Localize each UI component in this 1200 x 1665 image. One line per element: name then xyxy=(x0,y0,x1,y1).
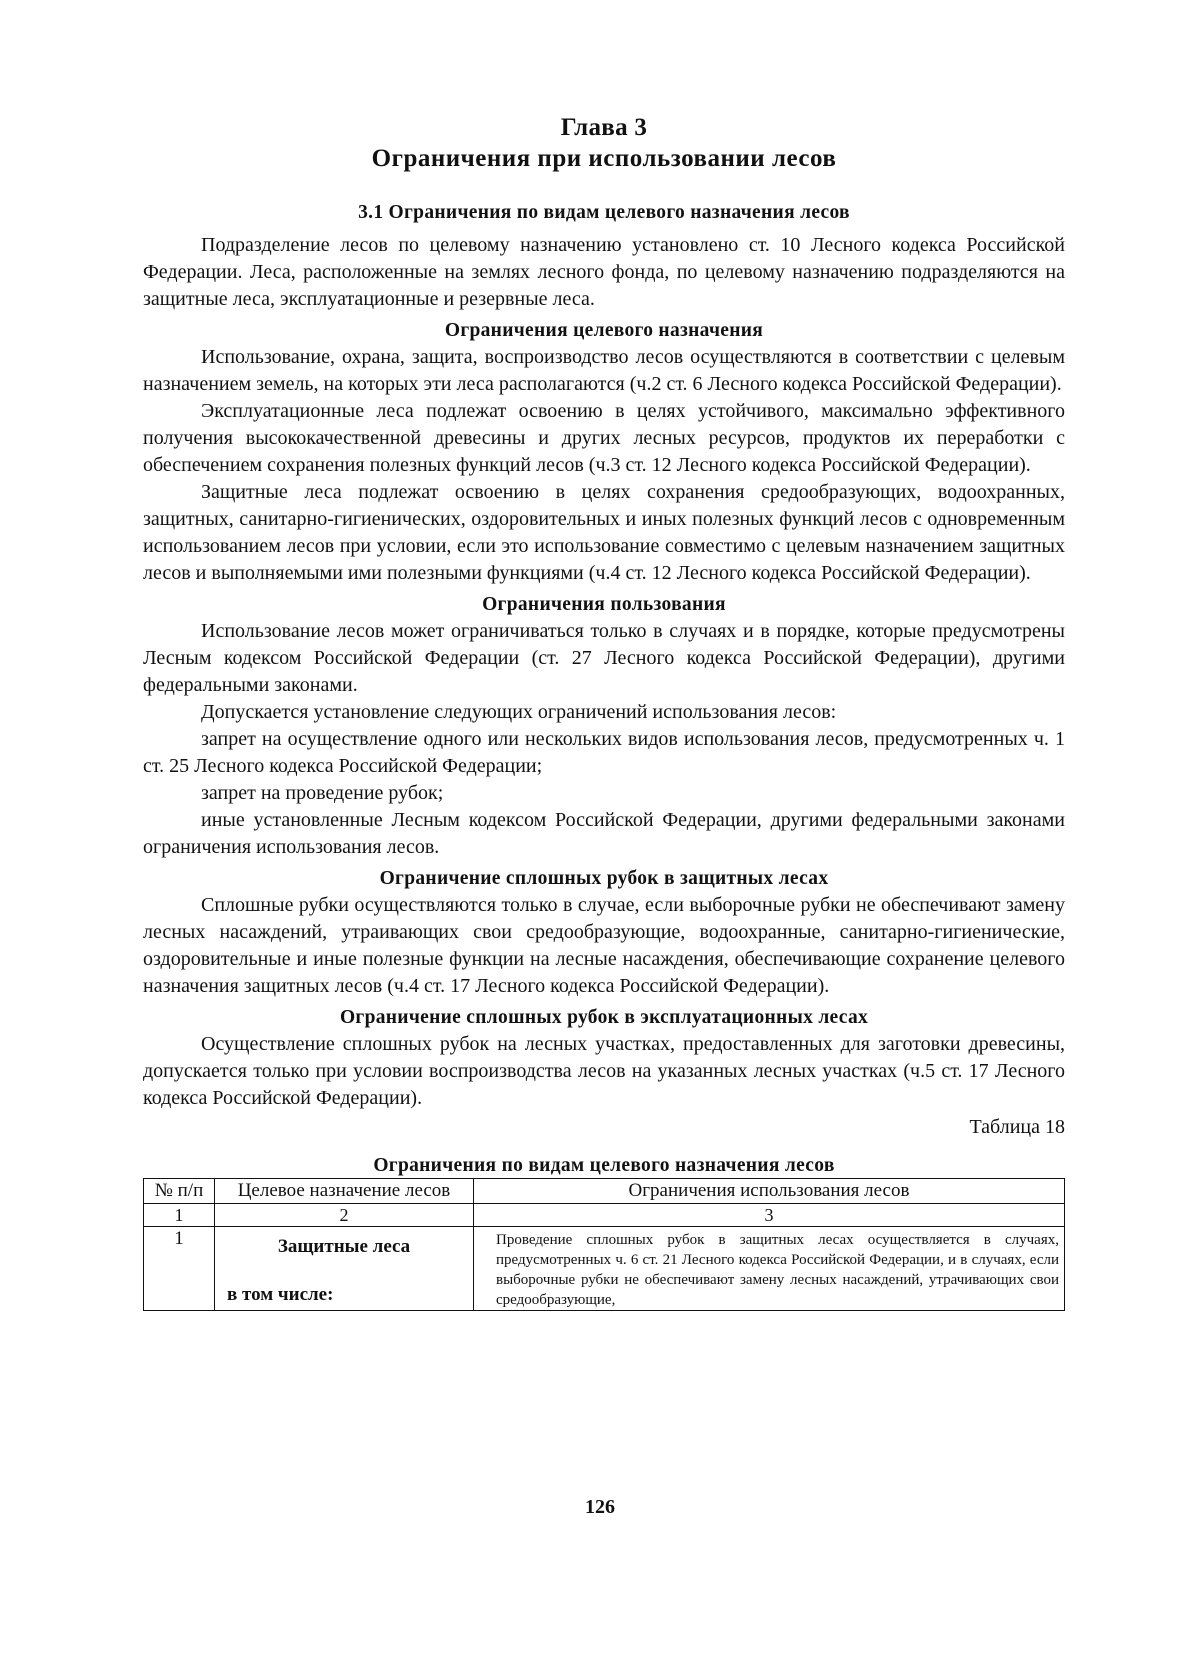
row-restrictions: Проведение сплошных рубок в защитных лесах осуществляется в случаях, предусмотренных ч. 6 ст. 21 Лесного кодекса Российской Федерации, и в случаях, если выборочные рубки не обеспечивают замену лесных насаждений, утрачивающих свои средообразующие, xyxy=(474,1227,1065,1311)
row-name-sub: в том числе: xyxy=(227,1284,334,1305)
paragraph: Использование, охрана, защита, воспроизводство лесов осуществляются в соответствии с целевым назначением земель, на которых эти леса располагаются (ч.2 ст. 6 Лесного кодекса Российской Федерации). xyxy=(143,346,1065,395)
table-row xyxy=(144,1227,1065,1311)
page-content xyxy=(143,112,1065,1311)
table-header-row xyxy=(144,1179,1065,1204)
list-item: иные установленные Лесным кодексом Российской Федерации, другими федеральными законами ограничения использования лесов. xyxy=(143,809,1065,858)
page-number: 126 xyxy=(585,1496,615,1518)
list-item: запрет на осуществление одного или нескольких видов использования лесов, предусмотренных ч. 1 ст. 25 Лесного кодекса Российской Федерации; xyxy=(143,728,1065,777)
paragraph: Сплошные рубки осуществляются только в случае, если выборочные рубки не обеспечивают замену лесных насаждений, утраивающих свои средообразующие, водоохранные, санитарно-гигиенические, оздоровительные и иные полезные функции на лесные насаждения, обеспечивающие сохранение целевого назначения защитных лесов (ч.4 ст. 17 Лесного кодекса Российской Федерации). xyxy=(143,894,1065,997)
row-number: 1 xyxy=(144,1227,215,1311)
header-restrictions: Ограничения использования лесов xyxy=(474,1179,1065,1204)
paragraph: Использование лесов может ограничиваться только в случаях и в порядке, которые предусмотрены Лесным кодексом Российской Федерации (ст. 27 Лесного кодекса Российской Федерации), другими федеральными законами. xyxy=(143,620,1065,696)
list-item: запрет на проведение рубок; xyxy=(201,782,444,804)
header-name: Целевое назначение лесов xyxy=(215,1179,474,1204)
table-index-row xyxy=(144,1204,1065,1227)
section-title: 3.1 Ограничения по видам целевого назначения лесов xyxy=(358,202,850,223)
chapter-subtitle: Ограничения при использовании лесов xyxy=(371,145,837,172)
row-name-cell xyxy=(215,1227,474,1311)
index-cell: 3 xyxy=(474,1204,1065,1227)
row-name: Защитные леса xyxy=(277,1236,411,1257)
heading-usage-restrictions: Ограничения пользования xyxy=(482,594,726,615)
index-cell: 2 xyxy=(215,1204,474,1227)
chapter-title: Глава 3 xyxy=(560,114,648,141)
restrictions-table xyxy=(143,1178,1065,1311)
header-num: № п/п xyxy=(144,1179,215,1204)
heading-clearcut-protective: Ограничение сплошных рубок в защитных лесах xyxy=(379,868,829,889)
paragraph: Эксплуатационные леса подлежат освоению в целях устойчивого, максимально эффективного получения высококачественной древесины и других лесных ресурсов, продуктов их переработки с обеспечением сохранения полезных функций лесов (ч.3 ст. 12 Лесного кодекса Российской Федерации). xyxy=(143,400,1065,476)
table-title: Ограничения по видам целевого назначения лесов xyxy=(373,1155,835,1176)
heading-clearcut-exploitation: Ограничение сплошных рубок в эксплуатационных лесах xyxy=(339,1007,869,1028)
paragraph: Осуществление сплошных рубок на лесных участках, предоставленных для заготовки древесины, допускается только при условии воспроизводства лесов на указанных лесных участках (ч.5 ст. 17 Лесного кодекса Российской Федерации). xyxy=(143,1033,1065,1109)
section-intro: Подразделение лесов по целевому назначению установлено ст. 10 Лесного кодекса Российской Федерации. Леса, расположенные на землях лесного фонда, по целевому назначению подразделяются на защитные леса, эксплуатационные и резервные леса. xyxy=(143,234,1065,310)
heading-target-restrictions: Ограничения целевого назначения xyxy=(444,320,764,341)
paragraph: Защитные леса подлежат освоению в целях сохранения средообразующих, водоохранных, защитных, санитарно-гигиенических, оздоровительных и иных полезных функций лесов с одновременным использованием лесов при условии, если это использование совместимо с целевым назначением защитных лесов и выполняемыми ими полезными функциями (ч.4 ст. 12 Лесного кодекса Российской Федерации). xyxy=(143,481,1065,584)
paragraph: Допускается установление следующих ограничений использования лесов: xyxy=(201,701,837,723)
table-caption: Таблица 18 xyxy=(969,1116,1065,1138)
index-cell: 1 xyxy=(144,1204,215,1227)
